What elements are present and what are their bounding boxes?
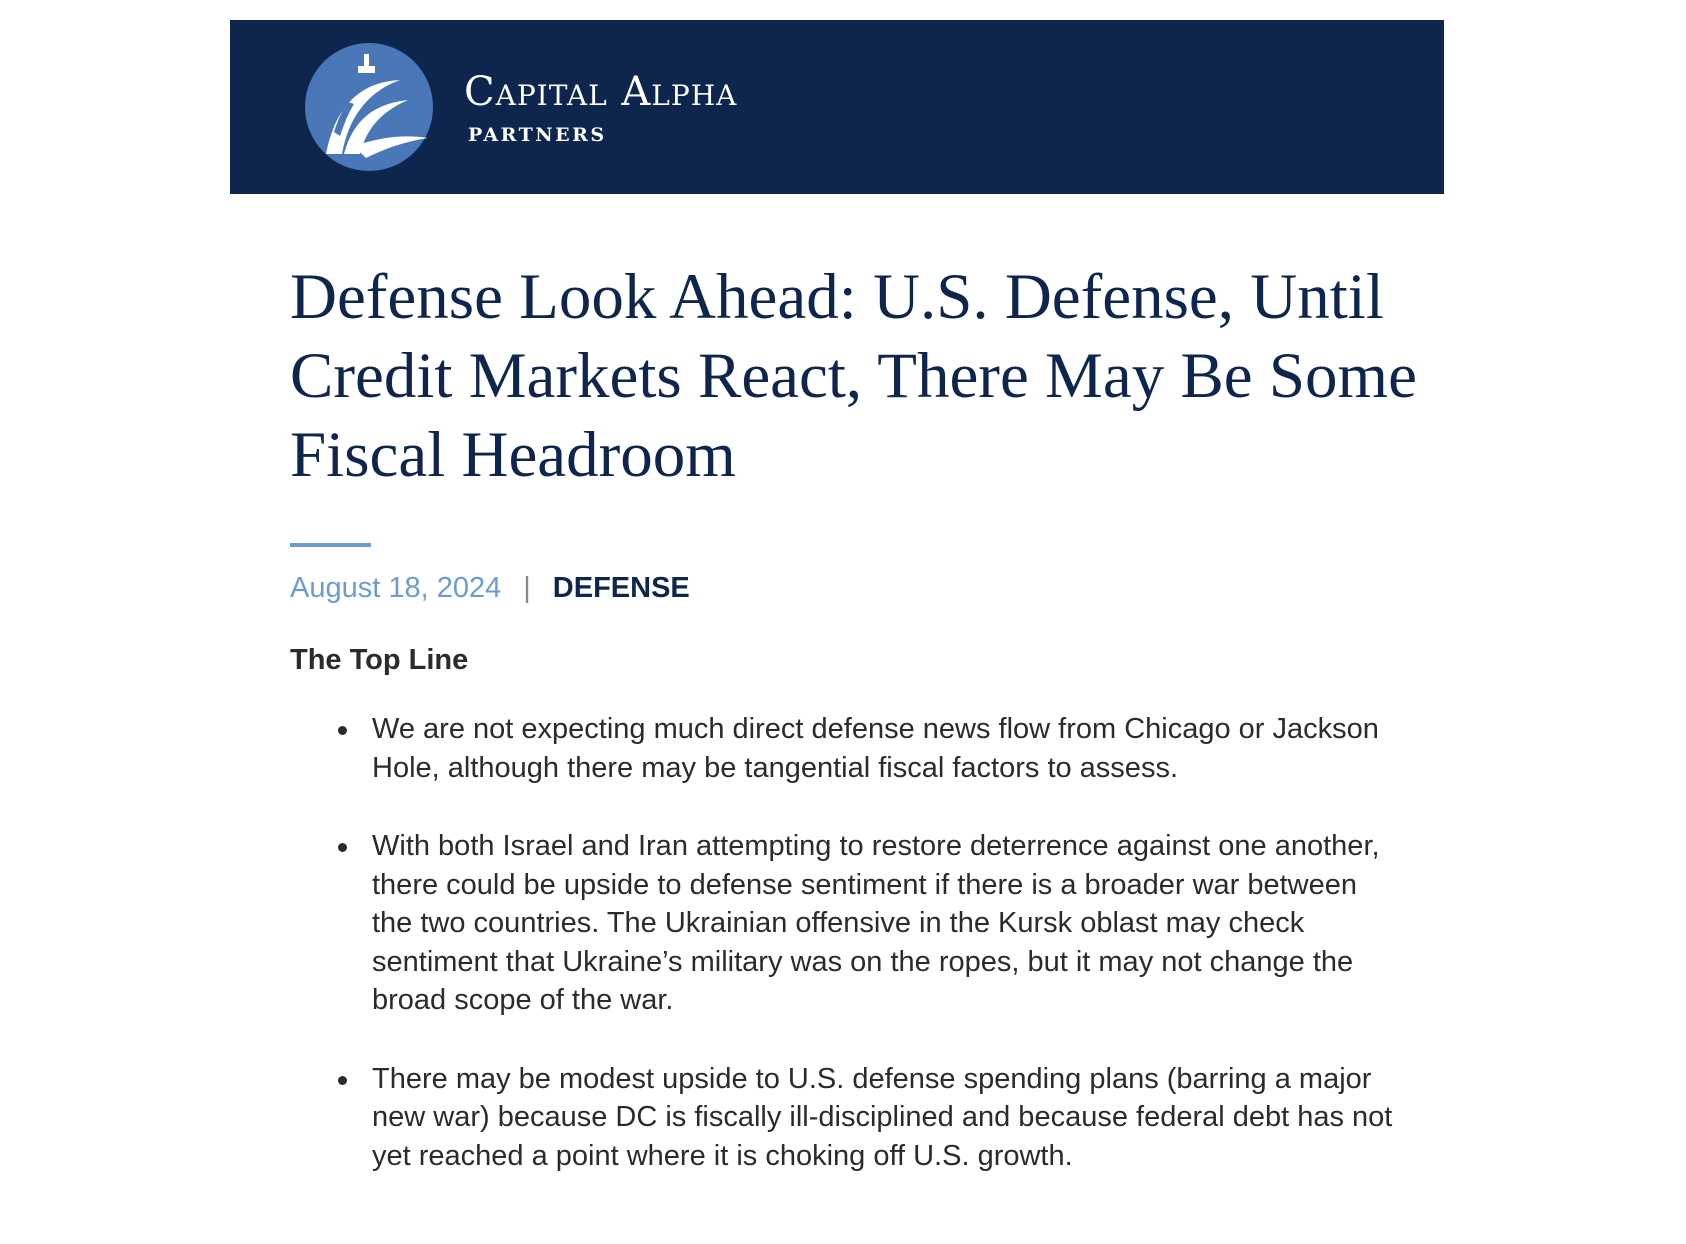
list-item	[290, 827, 1400, 1020]
brand-name: Capital Alpha	[464, 69, 738, 115]
bullet-dot-icon	[338, 726, 347, 735]
article-title: Defense Look Ahead: U.S. Defense, Until Credit Markets React, There May Be Some Fiscal Headroom	[290, 261, 1417, 491]
bullet-text: There may be modest upside to U.S. defense spending plans (barring a major new war) because DC is fiscally ill-disciplined and because federal debt has not yet reached a point where it is choking off U.S. growth.	[372, 1062, 1393, 1172]
accent-divider	[290, 543, 371, 547]
bullet-dot-icon	[338, 1076, 347, 1085]
bullet-dot-icon	[338, 843, 347, 852]
list-item	[290, 1060, 1400, 1176]
category-label: DEFENSE	[552, 572, 690, 604]
list-item	[290, 710, 1400, 787]
bullet-text: With both Israel and Iran attempting to restore deterrence against one another, there could be upside to defense sentiment if there is a broader war between the two countries. The Ukrainian offensive in the Kursk oblast may check sentiment that Ukraine’s military was on the ropes, but it may not change the broad scope of the war.	[372, 830, 1380, 1016]
section-heading: The Top Line	[290, 644, 469, 676]
article-meta	[290, 568, 690, 608]
capitol-dome-logo-icon	[304, 42, 434, 172]
meta-separator: |	[523, 572, 531, 604]
bullet-list	[290, 710, 1400, 1215]
header-banner	[230, 20, 1444, 194]
bullet-text: We are not expecting much direct defense news flow from Chicago or Jackson Hole, although there may be tangential fiscal factors to assess.	[372, 713, 1379, 784]
brand-subtitle: PARTNERS	[468, 124, 607, 146]
publish-date: August 18, 2024	[290, 572, 502, 604]
